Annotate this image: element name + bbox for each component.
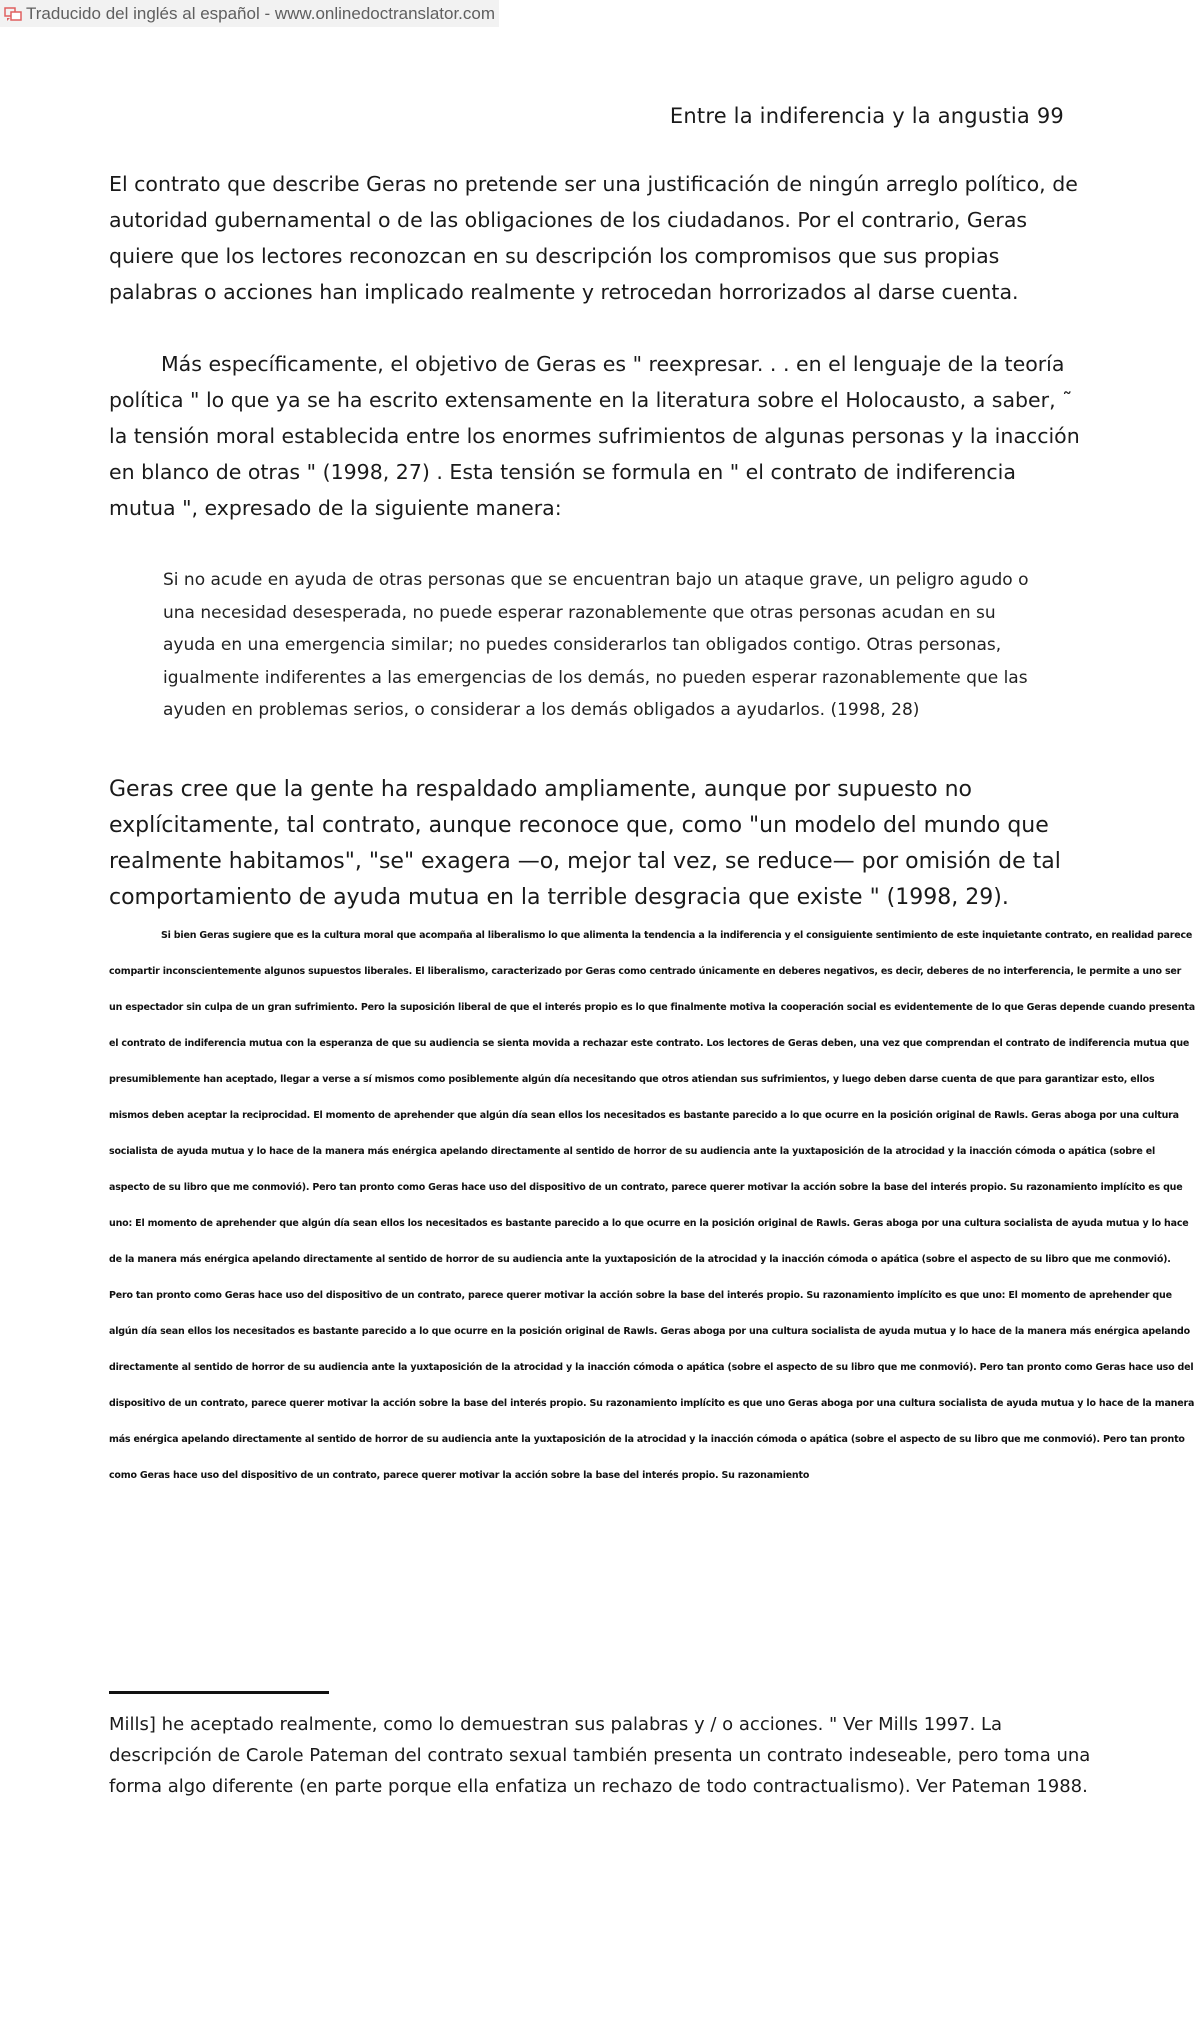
translate-icon [4,6,22,22]
paragraph-2: Más específicamente, el objetivo de Geras es " reexpresar. . . en el lenguaje de la teoría política " lo que ya se ha escrito extensamente en la literatura sobre el Holocausto, a saber, ˜ la tensión moral establecida entre los enormes sufrimientos de algunas personas y la inacción en blanco de otras " (1998, 27) . Esta tensión se formula en " el contrato de indiferencia mutua ", expresado de la siguiente manera: [109,352,1080,520]
block-quote: Si no acude en ayuda de otras personas que se encuentran bajo un ataque grave, un peligro agudo o una necesidad desesperada, no puede esperar razonablemente que otras personas acudan en su ayuda en una emergencia similar; no puedes considerarlos tan obligados contigo. Otras personas, igualmente indiferentes a las emergencias de los demás, no pueden esperar razonablemente que las ayuden en problemas serios, o considerar a los demás obligados a ayudarlos. (1998, 28) [163,570,1029,720]
footnote-divider [109,1691,329,1694]
banner-text: Traducido del inglés al español - www.onlinedoctranslator.com [26,3,496,23]
running-head: Entre la indiferencia y la angustia 99 [669,104,1064,128]
footnote: Mills] he aceptado realmente, como lo demuestran sus palabras y / o acciones. " Ver Mills 1997. La descripción de Carole Pateman del contrato sexual también presenta un contrato indeseable, pero toma una forma algo diferente (en parte porque ella enfatiza un rechazo de todo contractualismo). Ver Pateman 1988. [109,1714,1091,1797]
paragraph-4-small-print: Si bien Geras sugiere que es la cultura moral que acompaña al liberalismo lo que alimenta la tendencia a la indiferencia y el consiguiente sentimiento de este inquietante contrato, en realidad parece compartir inconscientemente algunos supuestos liberales. El liberalismo, caracterizado por Geras como centrado únicamente en deberes negativos, es decir, deberes de no interferencia, le permite a uno ser un espectador sin culpa de un gran sufrimiento. Pero la suposición liberal de que el interés propio es lo que finalmente motiva la cooperación social es evidentemente de lo que Geras depende cuando presenta el contrato de indiferencia mutua con la esperanza de que su audiencia se sienta movida a rechazar este contrato. Los lectores de Geras deben, una vez que comprendan el contrato de indiferencia mutua que presumiblemente han aceptado, llegar a verse a sí mismos como posiblemente algún día necesitando que otros atiendan sus sufrimientos, y luego deben darse cuenta de que para garantizar esto, ellos mismos deben aceptar la reciprocidad. El momento de aprehender que algún día sean ellos los necesitados es bastante parecido a lo que ocurre en la posición original de Rawls. Geras aboga por una cultura socialista de ayuda mutua y lo hace de la manera más enérgica apelando directamente al sentido de horror de su audiencia ante la yuxtaposición de la atrocidad y la inacción cómoda o apática (sobre el aspecto de su libro que me conmovió). Pero tan pronto como Geras hace uso del dispositivo de un contrato, parece querer motivar la acción sobre la base del interés propio. Su razonamiento implícito es que uno: El momento de aprehender que algún día sean ellos los necesitados es bastante parecido a lo que ocurre en la posición original de Rawls. Geras aboga por una cultura socialista de ayuda mutua y lo hace de la manera más enérgica apelando directamente al sentido de horror de su audiencia ante la yuxtaposición de la atrocidad y la inacción cómoda o apática (sobre el aspecto de su libro que me conmovió). Pero tan pronto como Geras hace uso del dispositivo de un contrato, parece querer motivar la acción sobre la base del interés propio. Su razonamiento implícito es que uno: El momento de aprehender que algún día sean ellos los necesitados es bastante parecido a lo que ocurre en la posición original de Rawls. Geras aboga por una cultura socialista de ayuda mutua y lo hace de la manera más enérgica apelando directamente al sentido de horror de su audiencia ante la yuxtaposición de la atrocidad y la inacción cómoda o apática (sobre el aspecto de su libro que me conmovió). Pero tan pronto como Geras hace uso del dispositivo de un contrato, parece querer motivar la acción sobre la base del interés propio. Su razonamiento implícito es que uno Geras aboga por una cultura socialista de ayuda mutua y lo hace de la manera más enérgica apelando directamente al sentido de horror de su audiencia ante la yuxtaposición de la atrocidad y la inacción cómoda o apática (sobre el aspecto de su libro que me conmovió). Pero tan pronto como Geras hace uso del dispositivo de un contrato, parece querer motivar la acción sobre la base del interés propio. Su razonamiento [109,930,1195,1481]
paragraph-1: El contrato que describe Geras no pretende ser una justificación de ningún arreglo político, de autoridad gubernamental o de las obligaciones de los ciudadanos. Por el contrario, Geras quiere que los lectores reconozcan en su descripción los compromisos que sus propias palabras o acciones han implicado realmente y retrocedan horrorizados al darse cuenta. [109,172,1078,304]
translator-banner[interactable] [0,0,499,27]
paragraph-3: Geras cree que la gente ha respaldado ampliamente, aunque por supuesto no explícitamente, tal contrato, aunque reconoce que, como "un modelo del mundo que realmente habitamos", "se" exagera —o, mejor tal vez, se reduce— por omisión de tal comportamiento de ayuda mutua en la terrible desgracia que existe " (1998, 29). [109,777,1061,910]
